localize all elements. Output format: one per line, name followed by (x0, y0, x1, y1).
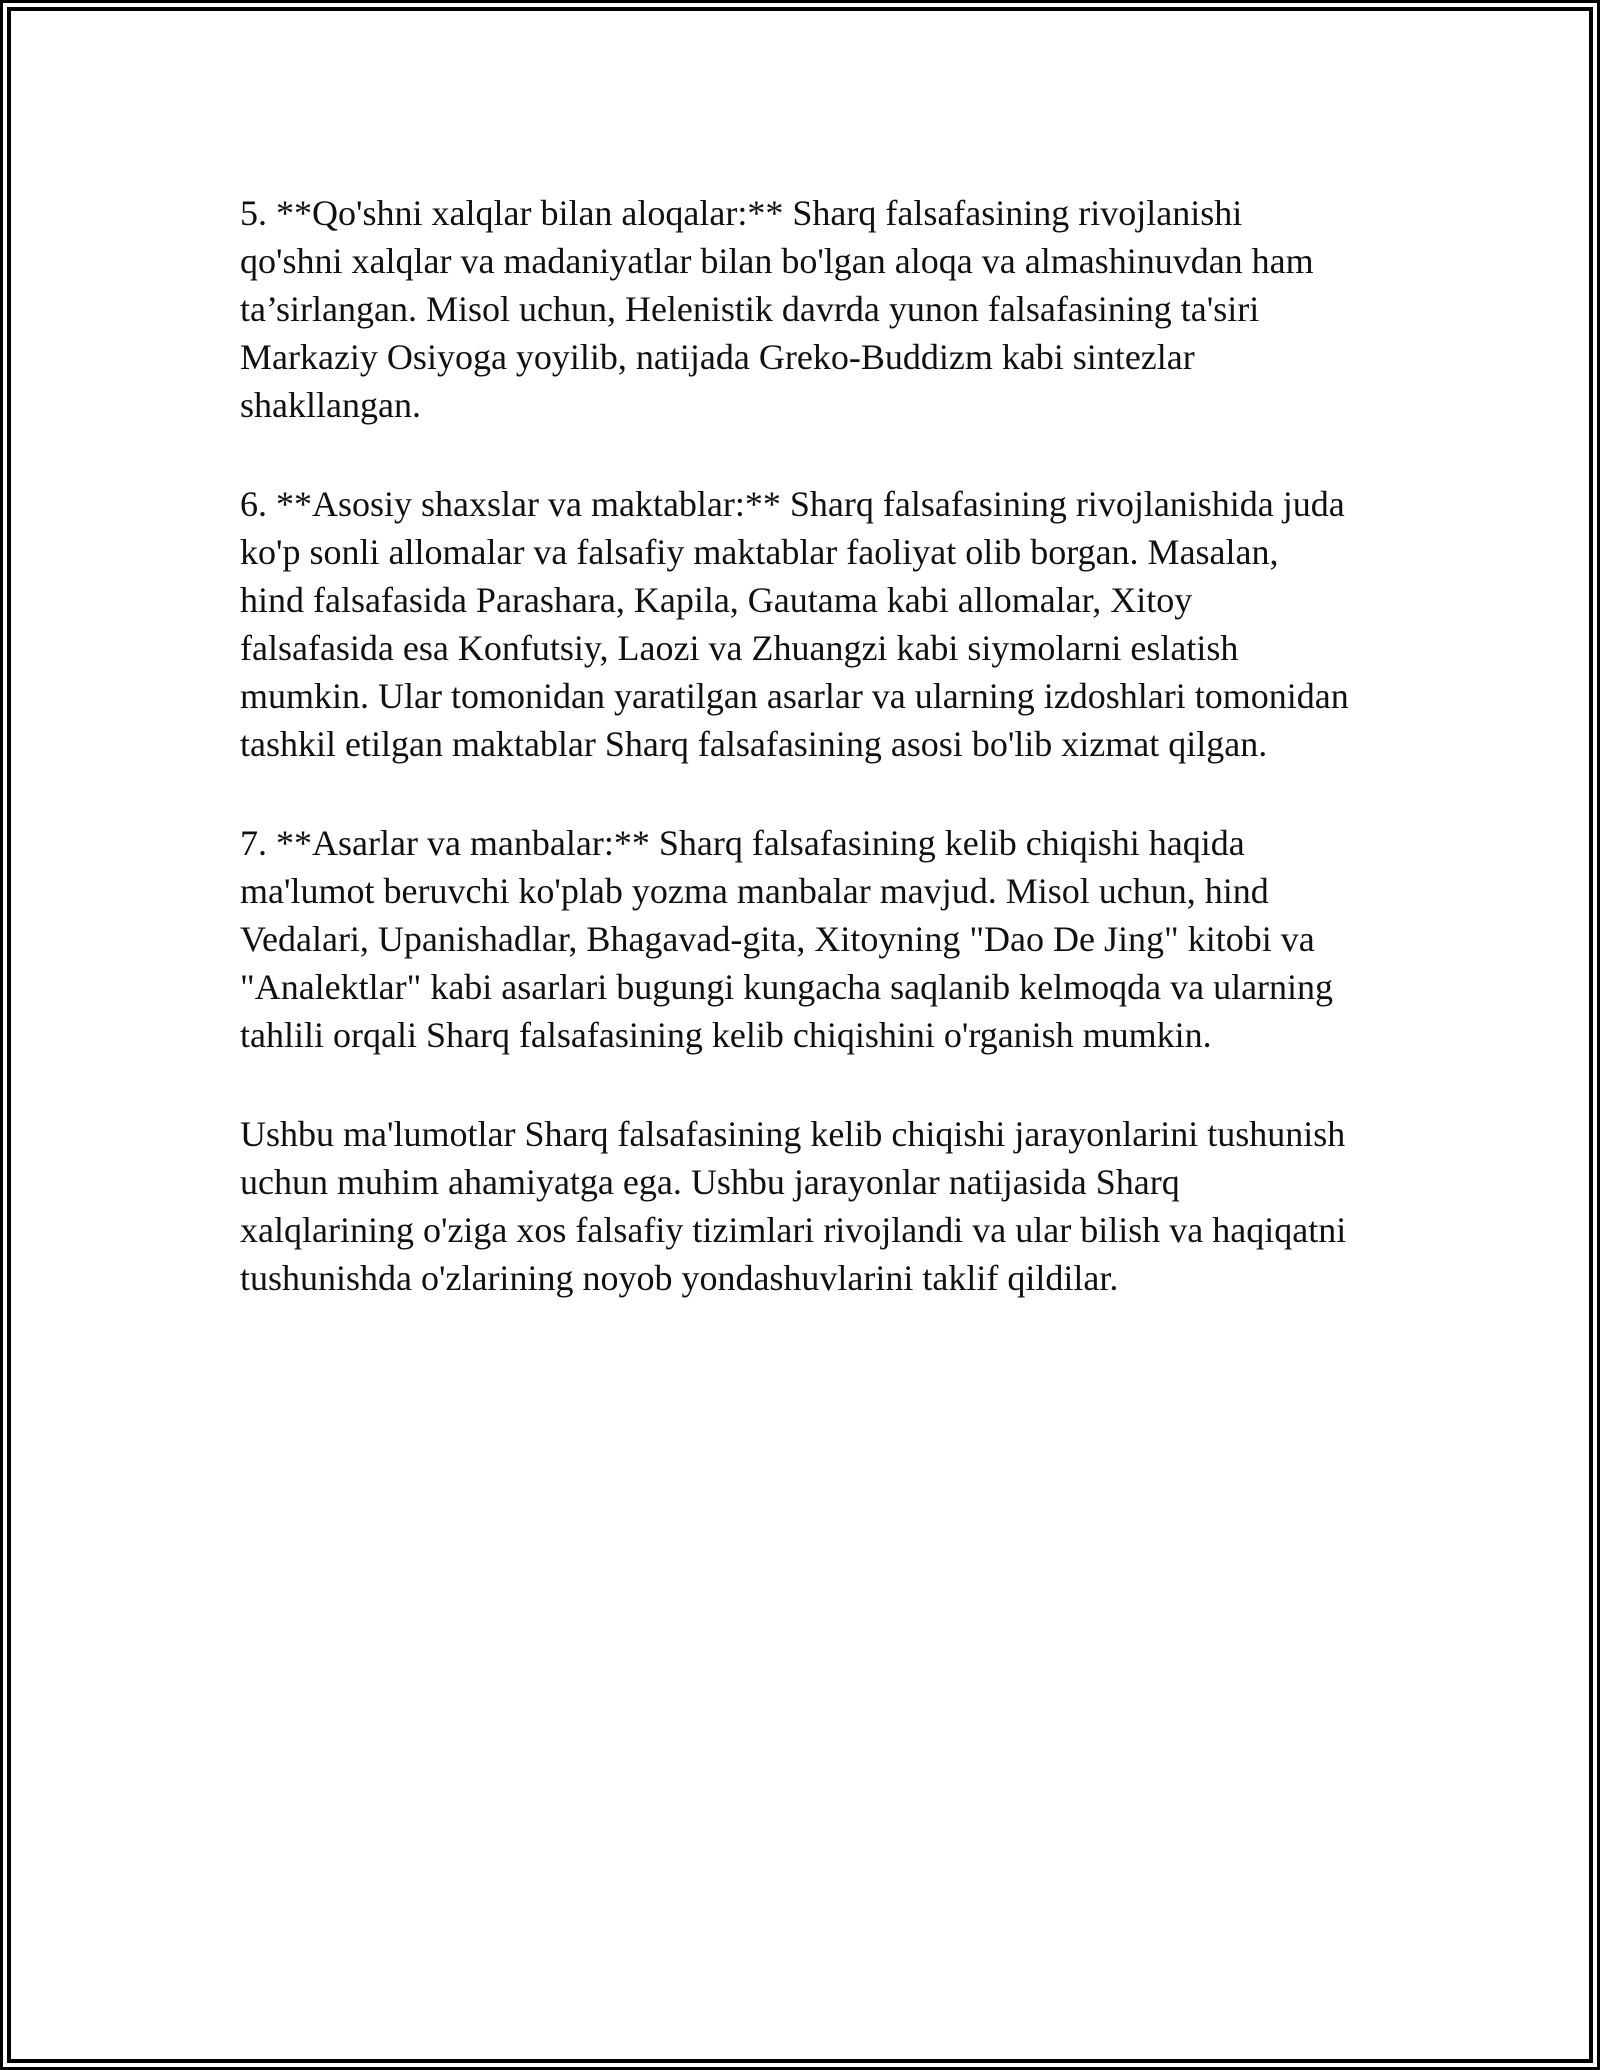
paragraph-item-5 (240, 189, 1390, 429)
text-line: Ushbu ma'lumotlar Sharq falsafasining kelib chiqishi jarayonlarini tushunish (240, 1114, 1346, 1154)
text-line: "Analektlar" kabi asarlari bugungi kungacha saqlanib kelmoqda va ularning (240, 967, 1334, 1007)
text-line: Vedalari, Upanishadlar, Bhagavad-gita, Xitoyning "Dao De Jing" kitobi va (240, 919, 1315, 959)
text-line: 6. **Asosiy shaxslar va maktablar:** Sharq falsafasining rivojlanishida juda (240, 484, 1345, 524)
text-line: uchun muhim ahamiyatga ega. Ushbu jarayonlar natijasida Sharq (240, 1162, 1180, 1202)
paragraph-item-6 (240, 480, 1390, 768)
text-line: Markaziy Osiyoga yoyilib, natijada Greko-Buddizm kabi sintezlar (240, 337, 1195, 377)
text-line: ko'p sonli allomalar va falsafiy maktablar faoliyat olib borgan. Masalan, (240, 532, 1279, 572)
text-line: 5. **Qo'shni xalqlar bilan aloqalar:** Sharq falsafasining rivojlanishi (240, 193, 1243, 233)
text-line: xalqlarining o'ziga xos falsafiy tizimlari rivojlandi va ular bilish va haqiqatni (240, 1210, 1347, 1250)
document-text-block (240, 189, 1390, 1302)
text-line: shakllangan. (240, 385, 421, 425)
page-inner-border (7, 7, 1593, 2063)
text-line: falsafasida esa Konfutsiy, Laozi va Zhuangzi kabi siymolarni eslatish (240, 628, 1239, 668)
paragraph-item-7 (240, 819, 1390, 1059)
text-line: mumkin. Ular tomonidan yaratilgan asarlar va ularning izdoshlari tomonidan (240, 676, 1349, 716)
paragraph-conclusion (240, 1110, 1390, 1302)
text-line: hind falsafasida Parashara, Kapila, Gautama kabi allomalar, Xitoy (240, 580, 1193, 620)
text-line: tashkil etilgan maktablar Sharq falsafasining asosi bo'lib xizmat qilgan. (240, 724, 1268, 764)
text-line: tahlili orqali Sharq falsafasining kelib chiqishini o'rganish mumkin. (240, 1015, 1212, 1055)
text-line: 7. **Asarlar va manbalar:** Sharq falsafasining kelib chiqishi haqida (240, 823, 1245, 863)
text-line: tushunishda o'zlarining noyob yondashuvlarini taklif qildilar. (240, 1258, 1119, 1298)
text-line: ta’sirlangan. Misol uchun, Helenistik davrda yunon falsafasining ta'siri (240, 289, 1260, 329)
text-line: qo'shni xalqlar va madaniyatlar bilan bo'lgan aloqa va almashinuvdan ham (240, 241, 1314, 281)
text-line: ma'lumot beruvchi ko'plab yozma manbalar mavjud. Misol uchun, hind (240, 871, 1269, 911)
